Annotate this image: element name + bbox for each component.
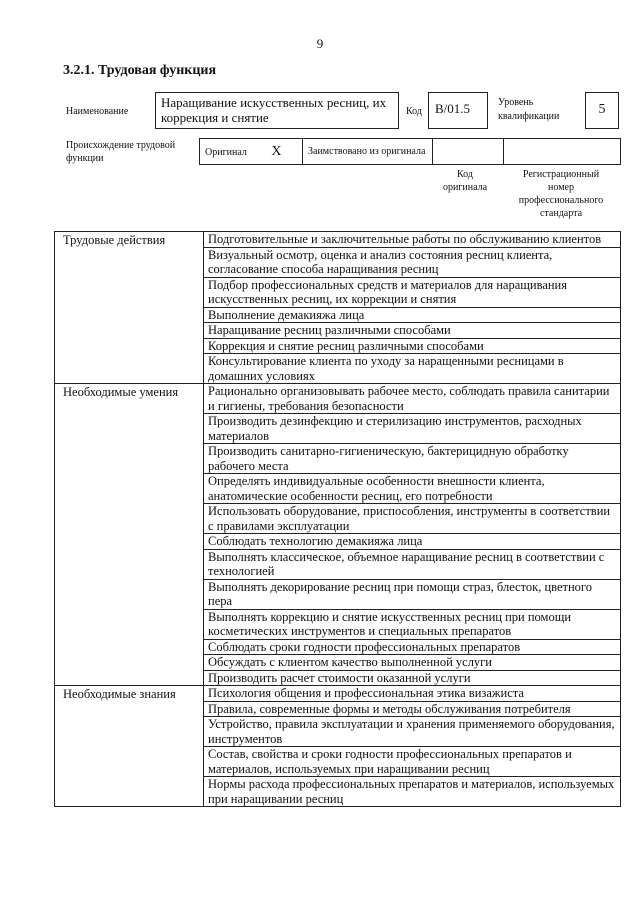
section-item: Нормы расхода профессиональных препаратов и материалов, используемых при наращивании ресниц — [204, 777, 621, 807]
section-item: Устройство, правила эксплуатации и хранения применяемого оборудования, инструментов — [204, 717, 621, 747]
section-item: Рационально организовывать рабочее место, соблюдать правила санитарии и гигиены, требования безопасности — [204, 384, 621, 414]
origin-reg-number-cell — [504, 139, 621, 165]
origin-table — [199, 138, 621, 165]
origin-original-cell — [200, 139, 303, 165]
section-item: Правила, современные формы и методы обслуживания потребителя — [204, 701, 621, 717]
function-code-value: B/01.5 — [428, 92, 488, 129]
origin-original-mark: X — [271, 143, 282, 159]
section-item: Обсуждать с клиентом качество выполненной услуги — [204, 655, 621, 671]
name-label: Наименование — [66, 106, 129, 117]
section-category: Необходимые знания — [55, 686, 204, 807]
section-item: Консультирование клиента по уходу за наращенными ресницами в домашних условиях — [204, 354, 621, 384]
section-title: 3.2.1. Трудовая функция — [63, 63, 217, 78]
section-item: Соблюдать технологию демакияжа лица — [204, 534, 621, 550]
qualification-level-label: Уровень квалификации — [498, 97, 560, 122]
origin-code-cell — [433, 139, 504, 165]
section-item: Производить дезинфекцию и стерилизацию инструментов, расходных материалов — [204, 414, 621, 444]
section-item: Подготовительные и заключительные работы по обслуживанию клиентов — [204, 232, 621, 248]
origin-original-label: Оригинал — [205, 146, 247, 158]
origin-borrowed-label: Заимствовано из оригинала — [308, 146, 426, 157]
section-item: Психология общения и профессиональная этика визажиста — [204, 686, 621, 702]
section-item: Наращивание ресниц различными способами — [204, 323, 621, 339]
section-item: Выполнение демакияжа лица — [204, 307, 621, 323]
section-item: Производить расчет стоимости оказанной услуги — [204, 670, 621, 686]
section-item: Соблюдать сроки годности профессиональных препаратов — [204, 639, 621, 655]
section-item: Производить санитарно-гигиеническую, бактерицидную обработку рабочего места — [204, 444, 621, 474]
section-category: Необходимые умения — [55, 384, 204, 686]
page-number: 9 — [316, 36, 324, 51]
section-item: Выполнять декорирование ресниц при помощи страз, блесток, цветного пера — [204, 579, 621, 609]
section-item: Состав, свойства и сроки годности профессиональных препаратов и материалов, используемых при наращивании ресниц — [204, 747, 621, 777]
section-item: Выполнять классическое, объемное наращивание ресниц в соответствии с технологией — [204, 549, 621, 579]
table-row — [55, 384, 621, 414]
qualification-level-value: 5 — [585, 92, 619, 129]
origin-label: Происхождение трудовой функции — [66, 140, 176, 164]
section-category: Трудовые действия — [55, 232, 204, 384]
origin-borrowed-cell — [303, 139, 433, 165]
section-item: Коррекция и снятие ресниц различными способами — [204, 338, 621, 354]
section-item: Определять индивидуальные особенности внешности клиента, анатомические особенности ресниц, его потребности — [204, 474, 621, 504]
code-label: Код — [406, 106, 422, 117]
function-name-value: Наращивание искусственных ресниц, их коррекция и снятие — [155, 92, 399, 129]
labor-function-table — [54, 231, 621, 807]
section-item: Использовать оборудование, приспособления, инструменты в соответствии с правилами эксплуатации — [204, 504, 621, 534]
section-item: Подбор профессиональных средств и материалов для наращивания искусственных ресниц, их коррекции и снятия — [204, 277, 621, 307]
table-row — [55, 232, 621, 248]
section-item: Визуальный осмотр, оценка и анализ состояния ресниц клиента, согласование способа наращивания ресниц — [204, 247, 621, 277]
origin-reg-caption: Регистрационный номер профессионального стандарта — [518, 169, 604, 219]
section-item: Выполнять коррекцию и снятие искусственных ресниц при помощи косметических инструментов и специальных препаратов — [204, 609, 621, 639]
table-row — [55, 686, 621, 702]
origin-code-caption: Код оригинала — [442, 169, 488, 193]
